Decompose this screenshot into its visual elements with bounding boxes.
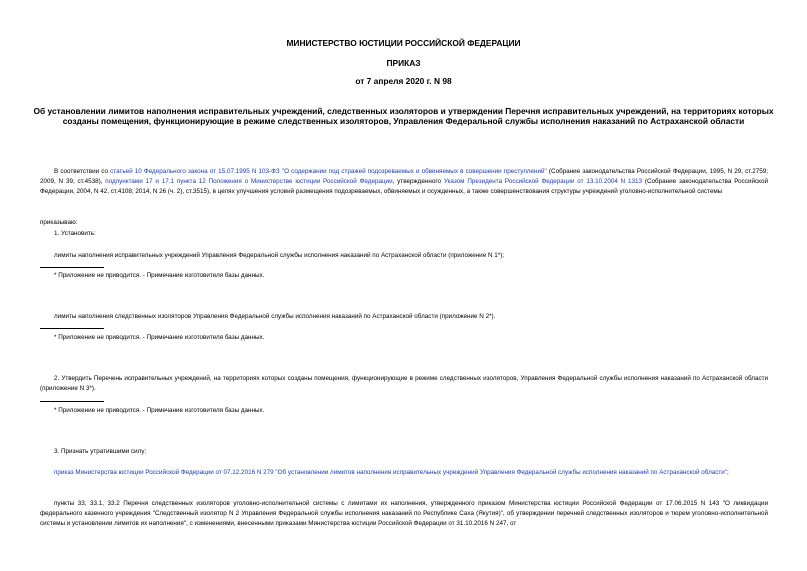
repeal-paragraph-2: пункты 33, 33.1, 33.2 Перечня следственных изоляторов уголовно-исполнительной системы с лимитами их наполнения, утвержденного приказом Министерства юстиции Российской Федерации от 17.06.2015 N 143 "О ликвидации федерального казенного учреждения "Следственный изолятор N 2 Управления Федеральной службы исполнения наказаний по Республике Саха (Якутия)", об утверждении перечней следственных изоляторов и тюрем уголовно-исполнительной системы и установлении лимитов их наполнения", с изменениями, внесенными приказами Министерства юстиции Российской Федерации от 31.10.2016 N 247, от — [40, 500, 768, 527]
order-279-link[interactable]: приказ Министерства юстиции Российской Федерации от 07.12.2016 N 279 "Об установлении лимитов наполнения исправительных учреждений Управления Федеральной службы исполнения наказаний по Астраханской области" — [54, 469, 728, 476]
preamble-text-1: (Собрание законодательства Российской Федерации, 1995, N 29, ст.2759; 2009, N 39, ст.4538), — [40, 168, 769, 185]
repeal-1-end: ; — [727, 469, 729, 476]
item-1-heading: 1. Установить: — [54, 230, 96, 237]
footnote-2: * Приложение не приводится. - Примечание изготовителя базы данных. — [54, 334, 265, 341]
preamble-text-3: (Собрание законодательства Российской Федерации, 2004, N 42, ст.4108; 2014, N 26 (ч. 2), ст.3515), в целях улучшения условий размещения подозреваемых, обвиняемых и осужденных, а также совершенствования структуры учреждений уголовно-исполнительной системы — [40, 178, 768, 195]
limits-ik-text: лимиты наполнения исправительных учреждений Управления Федеральной службы исполнения наказаний по Астраханской области (приложение N 1*); — [54, 252, 505, 259]
footnote-rule-1 — [40, 267, 104, 268]
item-2-paragraph: 2. Утвердить Перечень исправительных учреждений, на территориях которых созданы помещения, функционирующие в режиме следственных изоляторов, Управления Федеральной службы исполнения наказаний по Астраханской области (приложение N 3*). — [40, 375, 768, 392]
limits-sizo-text: лимиты наполнения следственных изоляторов Управления Федеральной службы исполнения наказаний по Астраханской области (приложение N 2*). — [54, 313, 496, 320]
item-3-heading: 3. Признать утратившими силу: — [54, 448, 147, 455]
preamble-text-2: , утвержденного — [392, 178, 444, 185]
repeal-paragraph-1 — [40, 468, 768, 478]
preamble-paragraph — [40, 167, 768, 197]
footnote-3: * Приложение не приводится. - Примечание изготовителя базы данных. — [54, 407, 265, 414]
order-title: Об установлении лимитов наполнения исправительных учреждений, следственных изоляторов и утверждении Перечня исправительных учреждений, на территориях которых созданы помещения, функционирующие в режиме следственных изоляторов, Управления Федеральной службы исполнения наказаний по Астраханской области — [33, 106, 774, 126]
footnote-rule-3 — [40, 401, 104, 402]
footnote-1: * Приложение не приводится. - Примечание изготовителя базы данных. — [54, 272, 265, 279]
footnote-rule-2 — [40, 328, 104, 329]
law-103fz-link[interactable]: статьей 10 Федерального закона от 15.07.1995 N 103-ФЗ "О содержании под стражей подозреваемых и обвиняемых в совершении преступлений" — [110, 168, 547, 175]
preamble-intro: В соответствии со — [54, 168, 111, 175]
order-type-heading: ПРИКАЗ — [386, 58, 421, 68]
regulation-ministry-link[interactable]: подпунктами 17 и 17.1 пункта 12 Положения о Министерстве юстиции Российской Федерации — [105, 178, 393, 185]
ministry-heading: МИНИСТЕРСТВО ЮСТИЦИИ РОССИЙСКОЙ ФЕДЕРАЦИИ — [286, 38, 521, 48]
prikazyvayu-text: приказываю: — [40, 219, 78, 226]
presidential-decree-link[interactable]: Указом Президента Российской Федерации от 13.10.2004 N 1313 — [443, 178, 643, 185]
order-date-heading: от 7 апреля 2020 г. N 98 — [355, 76, 452, 86]
